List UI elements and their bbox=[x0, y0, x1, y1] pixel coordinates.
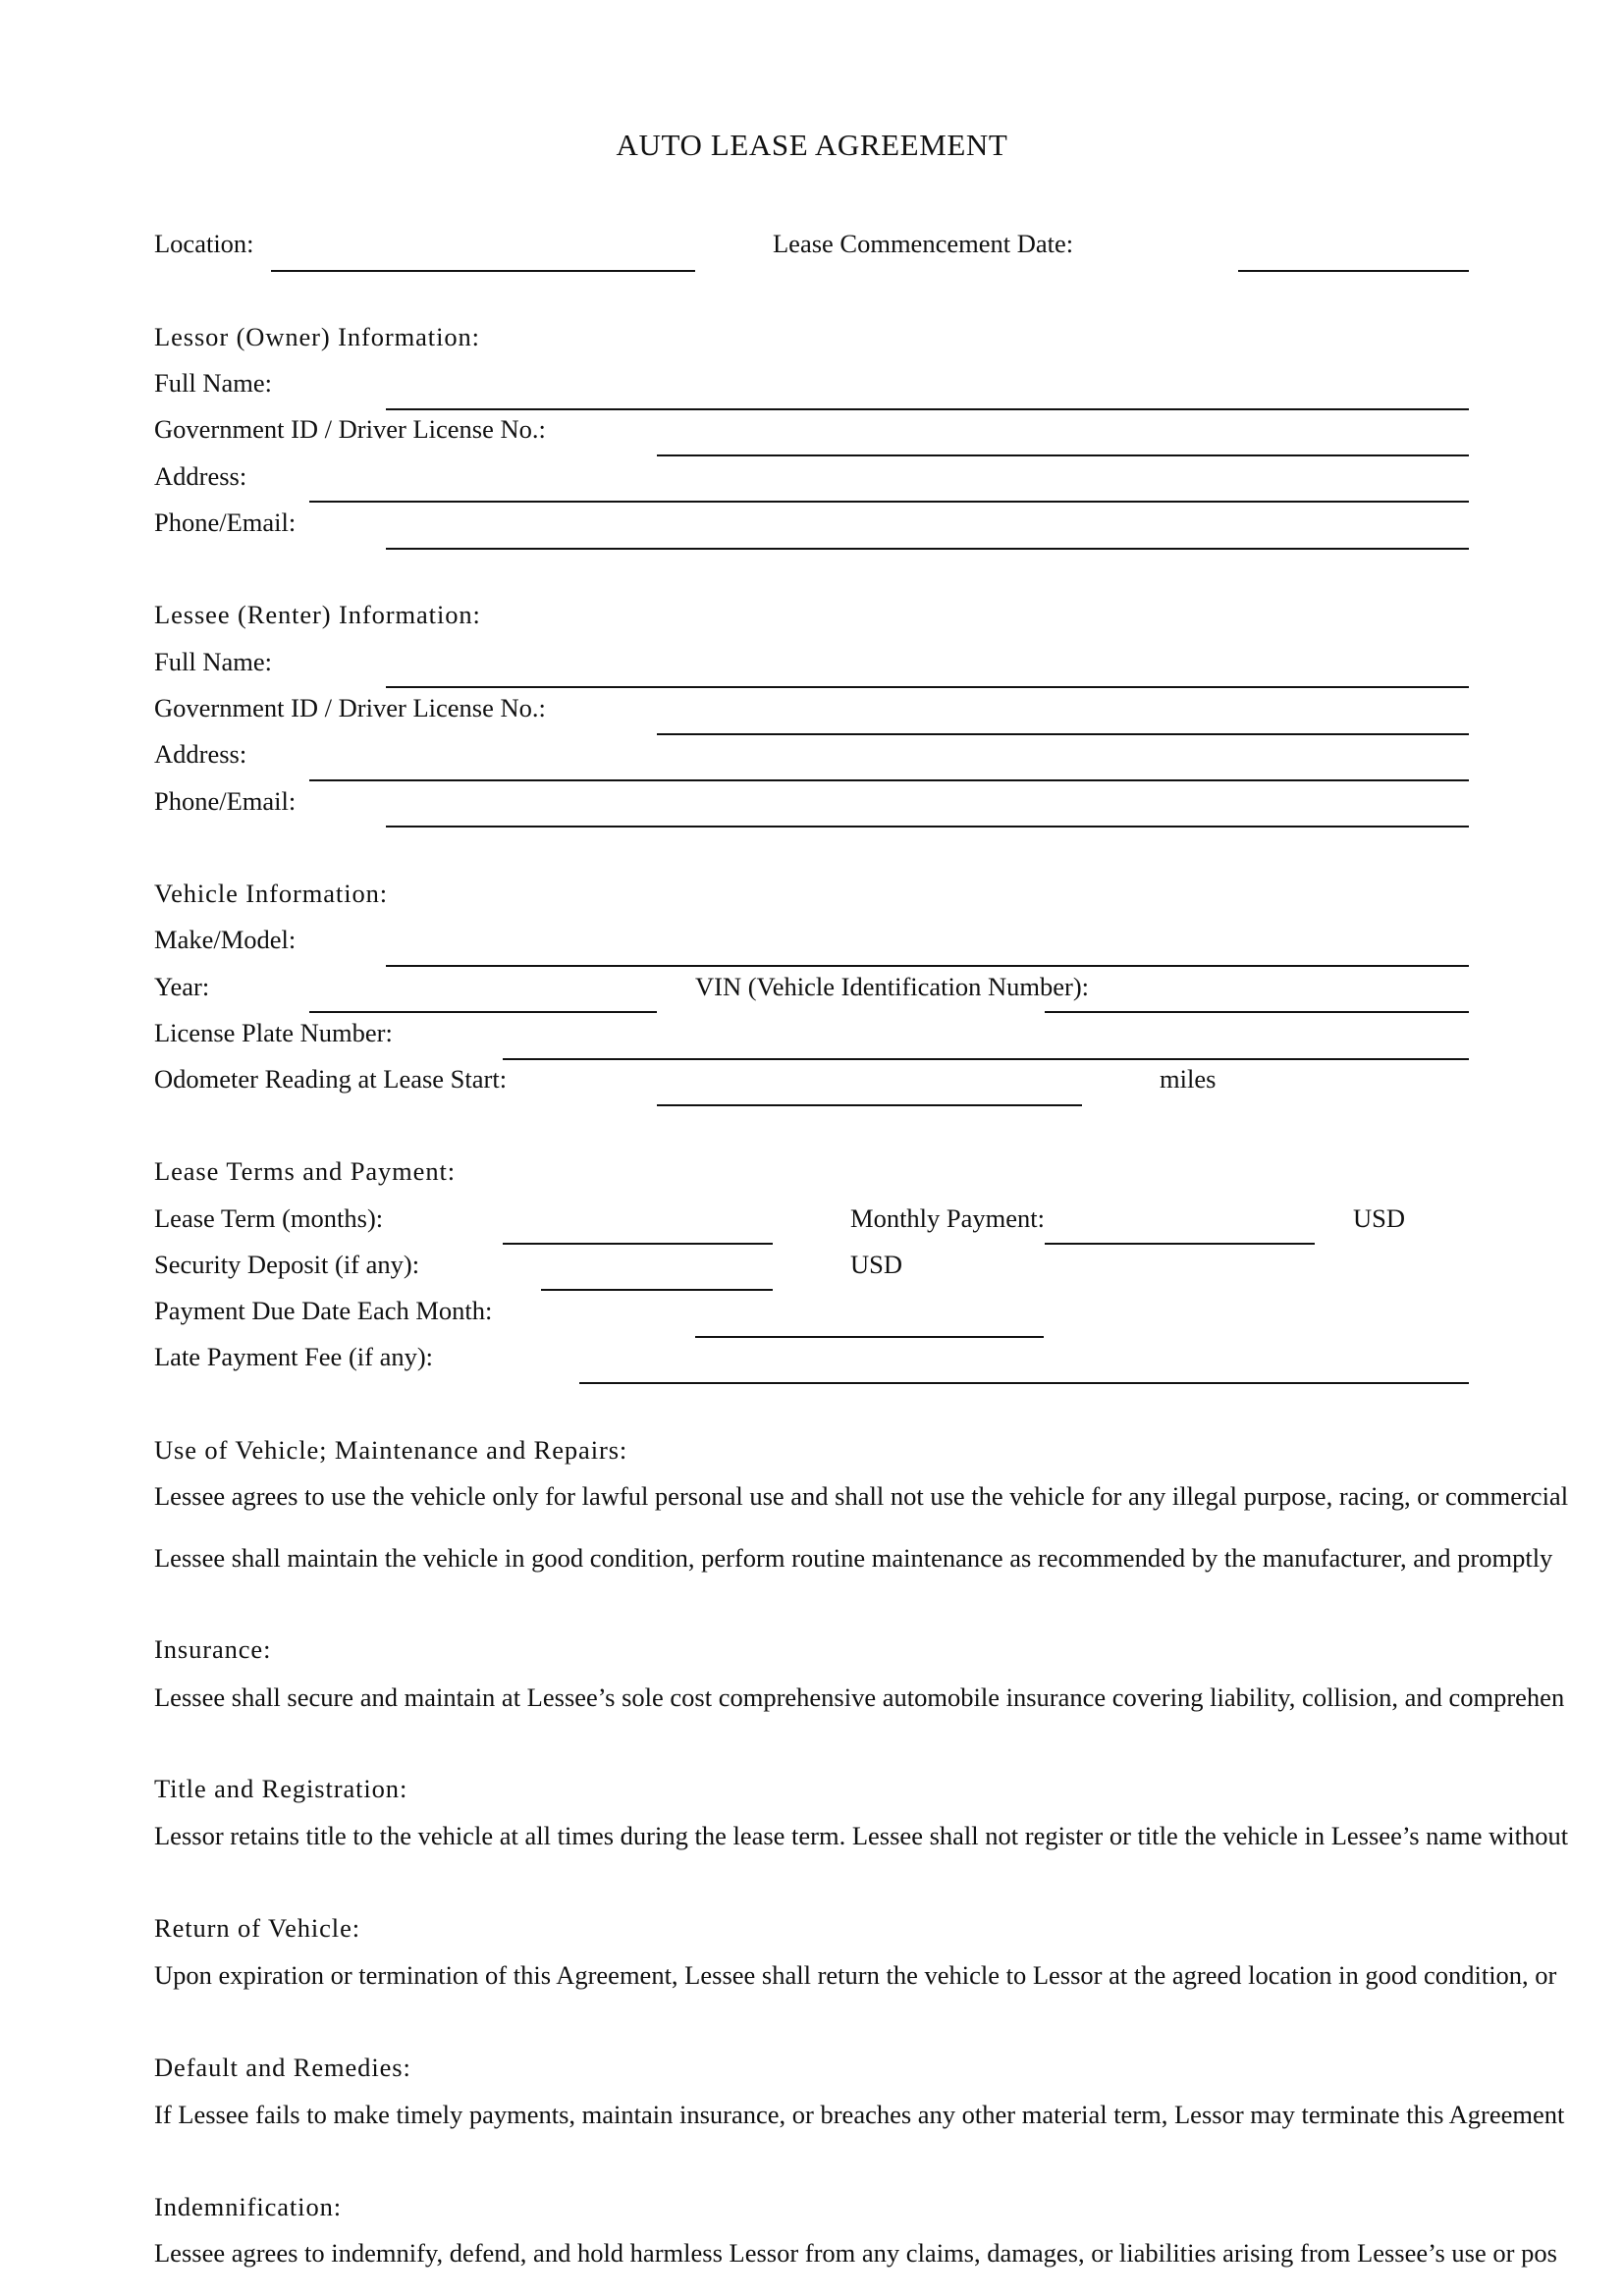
use-paragraph-1: Lessee agrees to use the vehicle only for lawful personal use and shall not use the vehicle for any illegal purpose, racing, or commercial bbox=[154, 1481, 1569, 1511]
default-heading: Default and Remedies: bbox=[154, 2053, 411, 2082]
lessee-address-label: Address: bbox=[154, 739, 247, 769]
security-deposit-label: Security Deposit (if any): bbox=[154, 1250, 420, 1279]
lessor-phone-field[interactable] bbox=[386, 548, 1469, 550]
insurance-heading: Insurance: bbox=[154, 1634, 272, 1664]
default-paragraph: If Lessee fails to make timely payments, maintain insurance, or breaches any other material term, Lessor may terminate this Agreement bbox=[154, 2100, 1565, 2129]
payment-due-date-label: Payment Due Date Each Month: bbox=[154, 1296, 493, 1325]
lessor-gov-id-field[interactable] bbox=[657, 454, 1469, 456]
lease-term-field[interactable] bbox=[503, 1243, 773, 1245]
make-model-field[interactable] bbox=[386, 965, 1469, 967]
location-field[interactable] bbox=[271, 270, 695, 272]
vin-label: VIN (Vehicle Identification Number): bbox=[695, 972, 1090, 1001]
use-paragraph-2: Lessee shall maintain the vehicle in good condition, perform routine maintenance as recommended by the manufacturer, and promptly bbox=[154, 1543, 1553, 1573]
commencement-date-label: Lease Commencement Date: bbox=[773, 229, 1074, 258]
make-model-label: Make/Model: bbox=[154, 925, 297, 954]
vehicle-heading: Vehicle Information: bbox=[154, 879, 389, 908]
late-fee-label: Late Payment Fee (if any): bbox=[154, 1342, 434, 1371]
monthly-payment-field[interactable] bbox=[1045, 1243, 1315, 1245]
odometer-label: Odometer Reading at Lease Start: bbox=[154, 1064, 508, 1094]
lease-terms-heading: Lease Terms and Payment: bbox=[154, 1156, 456, 1186]
insurance-paragraph: Lessee shall secure and maintain at Lessee’s sole cost comprehensive automobile insurance covering liability, collision, and comprehen bbox=[154, 1682, 1565, 1712]
title-registration-heading: Title and Registration: bbox=[154, 1774, 408, 1803]
lessor-phone-label: Phone/Email: bbox=[154, 507, 297, 537]
lessee-full-name-label: Full Name: bbox=[154, 647, 272, 676]
odometer-field[interactable] bbox=[657, 1104, 1082, 1106]
license-plate-label: License Plate Number: bbox=[154, 1018, 393, 1047]
license-plate-field[interactable] bbox=[503, 1058, 1469, 1060]
lessor-address-field[interactable] bbox=[309, 501, 1469, 503]
lessor-gov-id-label: Government ID / Driver License No.: bbox=[154, 414, 546, 444]
title-registration-paragraph: Lessor retains title to the vehicle at all times during the lease term. Lessee shall not register or title the vehicle in Lessee’s name without bbox=[154, 1821, 1569, 1850]
security-deposit-field[interactable] bbox=[541, 1289, 773, 1291]
lessee-address-field[interactable] bbox=[309, 779, 1469, 781]
lessor-heading: Lessor (Owner) Information: bbox=[154, 322, 480, 351]
miles-unit: miles bbox=[1160, 1064, 1217, 1094]
document-title: AUTO LEASE AGREEMENT bbox=[616, 128, 1008, 162]
lessee-gov-id-field[interactable] bbox=[657, 733, 1469, 735]
monthly-payment-currency: USD bbox=[1353, 1203, 1406, 1233]
lessor-address-label: Address: bbox=[154, 461, 247, 491]
lessor-full-name-label: Full Name: bbox=[154, 368, 272, 398]
lessee-gov-id-label: Government ID / Driver License No.: bbox=[154, 693, 546, 722]
lessee-phone-label: Phone/Email: bbox=[154, 786, 297, 816]
location-label: Location: bbox=[154, 229, 254, 258]
return-heading: Return of Vehicle: bbox=[154, 1913, 360, 1943]
vin-field[interactable] bbox=[1045, 1011, 1469, 1013]
year-field[interactable] bbox=[309, 1011, 657, 1013]
monthly-payment-label: Monthly Payment: bbox=[850, 1203, 1046, 1233]
lessee-full-name-field[interactable] bbox=[386, 686, 1469, 688]
commencement-date-field[interactable] bbox=[1238, 270, 1469, 272]
use-heading: Use of Vehicle; Maintenance and Repairs: bbox=[154, 1435, 628, 1465]
payment-due-date-field[interactable] bbox=[695, 1336, 1044, 1338]
security-deposit-currency: USD bbox=[850, 1250, 903, 1279]
lessee-heading: Lessee (Renter) Information: bbox=[154, 600, 481, 629]
lease-term-label: Lease Term (months): bbox=[154, 1203, 384, 1233]
late-fee-field[interactable] bbox=[579, 1382, 1469, 1384]
lessor-full-name-field[interactable] bbox=[386, 408, 1469, 410]
return-paragraph: Upon expiration or termination of this Agreement, Lessee shall return the vehicle to Lessor at the agreed location in good condition, or bbox=[154, 1960, 1557, 1990]
indemnification-heading: Indemnification: bbox=[154, 2192, 343, 2221]
indemnification-paragraph: Lessee agrees to indemnify, defend, and hold harmless Lessor from any claims, damages, or liabilities arising from Lessee’s use or pos bbox=[154, 2238, 1557, 2268]
year-label: Year: bbox=[154, 972, 210, 1001]
lessee-phone-field[interactable] bbox=[386, 826, 1469, 828]
